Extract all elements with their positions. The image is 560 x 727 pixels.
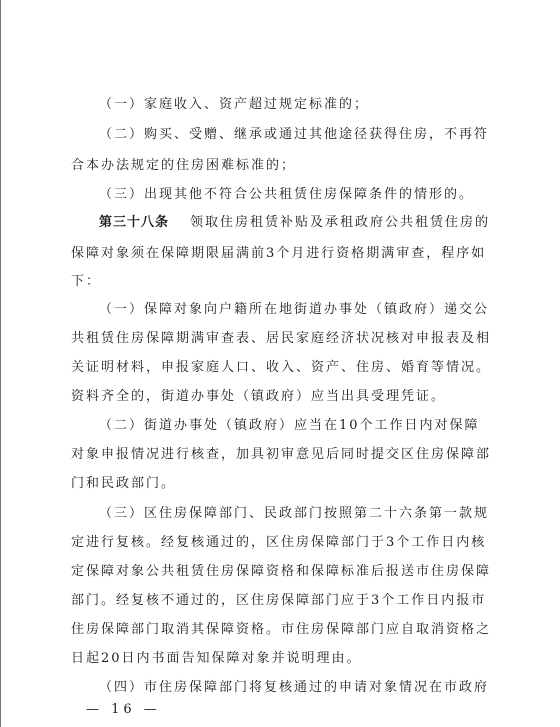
text-line: 日起20日内书面告知保障对象并说明理由。 — [71, 651, 362, 666]
text-line: 合本办法规定的住房困难标准的； — [71, 158, 297, 173]
text-line: 下： — [71, 274, 102, 289]
text-line: 对象申报情况进行核查，加具初审意见后同时提交区住房保障部 — [71, 447, 492, 462]
text-line: （三）出现其他不符合公共租赁住房保障条件的情形的。 — [99, 187, 475, 202]
text-line: （四）市住房保障部门将复核通过的申请对象情况在市政府 — [99, 680, 490, 695]
text-line: 定进行复核。经复核通过的，区住房保障部门于3个工作日内核 — [71, 535, 487, 550]
text-line: 门和民政部门。 — [71, 476, 177, 491]
page-number: — 16 — — [86, 702, 161, 717]
text-line: 关证明材料，申报家庭人口、收入、资产、住房、婚育等情况。 — [71, 360, 492, 375]
text-line: 定保障对象公共租赁住房保障资格和保障标准后报送市住房保障 — [71, 564, 492, 579]
text-line: （一）保障对象向户籍所在地街道办事处（镇政府）递交公 — [99, 302, 490, 317]
text-line: （三）区住房保障部门、民政部门按照第二十六条第一款规 — [99, 506, 490, 521]
text-line: 共租赁住房保障期满审查表、居民家庭经济状况核对申报表及相 — [71, 331, 492, 346]
article-heading: 第三十八条 — [99, 215, 170, 230]
text-line: 住房保障部门取消其保障资格。市住房保障部门应自取消资格之 — [71, 622, 492, 637]
text-line: 资料齐全的，街道办事处（镇政府）应当出具受理凭证。 — [71, 389, 447, 404]
text-line: 领取住房租赁补贴及承租政府公共租赁住房的 — [190, 215, 491, 230]
text-line: （二）购买、受赠、继承或通过其他途径获得住房，不再符 — [99, 127, 490, 142]
text-line: （二）街道办事处（镇政府）应当在10个工作日内对保障 — [99, 418, 480, 433]
text-line: 部门。经复核不通过的，区住房保障部门应于3个工作日内报市 — [71, 593, 487, 608]
text-line: （一）家庭收入、资产超过规定标准的； — [99, 97, 370, 112]
text-line: 保障对象须在保障期限届满前3个月进行资格期满审查，程序如 — [71, 246, 487, 261]
